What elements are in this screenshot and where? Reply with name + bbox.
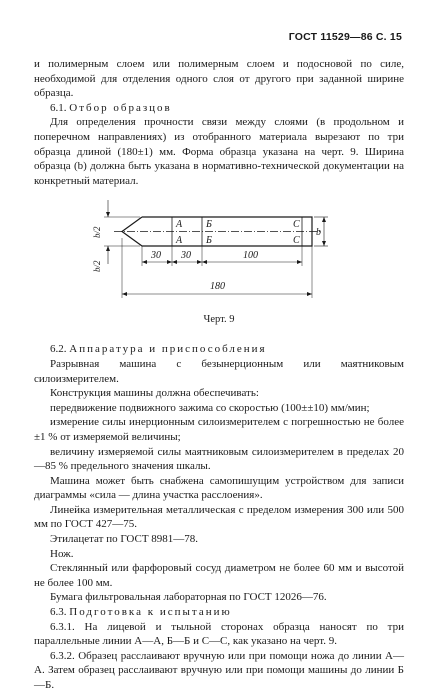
dim-b: b: [316, 227, 321, 239]
dim-b2-top: b/2: [92, 226, 102, 239]
section-number: 6.1.: [50, 101, 67, 114]
equipment-item: передвижение подвижного зажима со скоростью (100±±10) мм/мин;: [50, 401, 370, 414]
dim-30-second: 30: [181, 250, 191, 262]
dim-100: 100: [243, 250, 258, 262]
dim-b2-bottom: b/2: [92, 260, 102, 273]
label-a-bottom: А: [176, 235, 183, 247]
equipment-item: Разрывная машина с безынерционным или маятниковым силоизмерителем.: [34, 357, 404, 385]
label-c-bottom: С: [293, 235, 300, 247]
page-header: ГОСТ 11529—86 С. 15: [288, 31, 402, 43]
label-c-top: С: [293, 219, 300, 231]
dim-180: 180: [210, 281, 225, 293]
dim-30-first: 30: [151, 250, 161, 262]
equipment-item: Линейка измерительная металлическая с пределом измерения 300 или 500 мм по ГОСТ 427—75.: [34, 503, 404, 531]
section-6-3-heading: [34, 605, 404, 620]
intro-paragraph: и полимерным слоем или полимерным слоем и подосновой по силе, необходимой для отделения одного слоя от другого при заданной ширине образца.: [34, 58, 404, 100]
label-b-bottom: Б: [206, 235, 212, 247]
preparation-item: 6.3.2. Образец расслаивают вручную или при помощи ножа до линии А—А. Затем образец расслаивают вручную или при помощи машины до линии Б—Б.: [34, 649, 404, 691]
figure-caption: Черт. 9: [203, 314, 235, 326]
equipment-item: Этилацетат по ГОСТ 8981—78.: [50, 533, 199, 546]
section-number: 6.2.: [50, 343, 67, 356]
section-6-1-text: Для определения прочности связи между слоями (в продольном и поперечном направлениях) из отобранного материала вырезают по три образца длиной (180±1) мм. Форма образца указана на черт. 9. Ширина образца (b) должна быть указана в нормативно-технической документации на конкретный материал.: [34, 116, 404, 187]
document-body: [34, 57, 404, 693]
preparation-item: 6.3.1. На лицевой и тыльной сторонах образца наносят по три параллельные линии А—А, Б—Б и С—С, как указано на черт. 9.: [34, 620, 404, 648]
section-title: Отбор образцов: [69, 101, 172, 114]
equipment-item: Машина может быть снабжена самопишущим устройством для записи диаграммы «сила — длина участка расслоения».: [34, 474, 404, 502]
label-b-top: Б: [206, 219, 212, 231]
section-number: 6.3.: [50, 606, 67, 619]
section-6-2-heading: [34, 342, 404, 357]
equipment-item: Бумага фильтровальная лабораторная по ГОСТ 12026—76.: [50, 591, 327, 604]
specimen-drawing: [92, 192, 352, 310]
equipment-item: величину измеряемой силы маятниковым силоизмерителем в пределах 20—85 % предельного значения шкалы.: [34, 445, 404, 473]
section-6-1-heading: [34, 101, 404, 116]
equipment-item: Конструкция машины должна обеспечивать:: [50, 387, 259, 400]
label-a-top: А: [176, 219, 183, 231]
equipment-item: Нож.: [50, 547, 74, 560]
equipment-item: измерение силы инерционным силоизмерителем с погрешностью не более ±1 % от измеряемой величины;: [34, 416, 404, 443]
section-title: Подготовка к испытанию: [69, 606, 232, 619]
section-title: Аппаратура и приспособления: [69, 343, 267, 356]
figure-9: [34, 192, 404, 342]
equipment-item: Стеклянный или фарфоровый сосуд диаметром не более 60 мм и высотой не более 100 мм.: [34, 562, 404, 589]
